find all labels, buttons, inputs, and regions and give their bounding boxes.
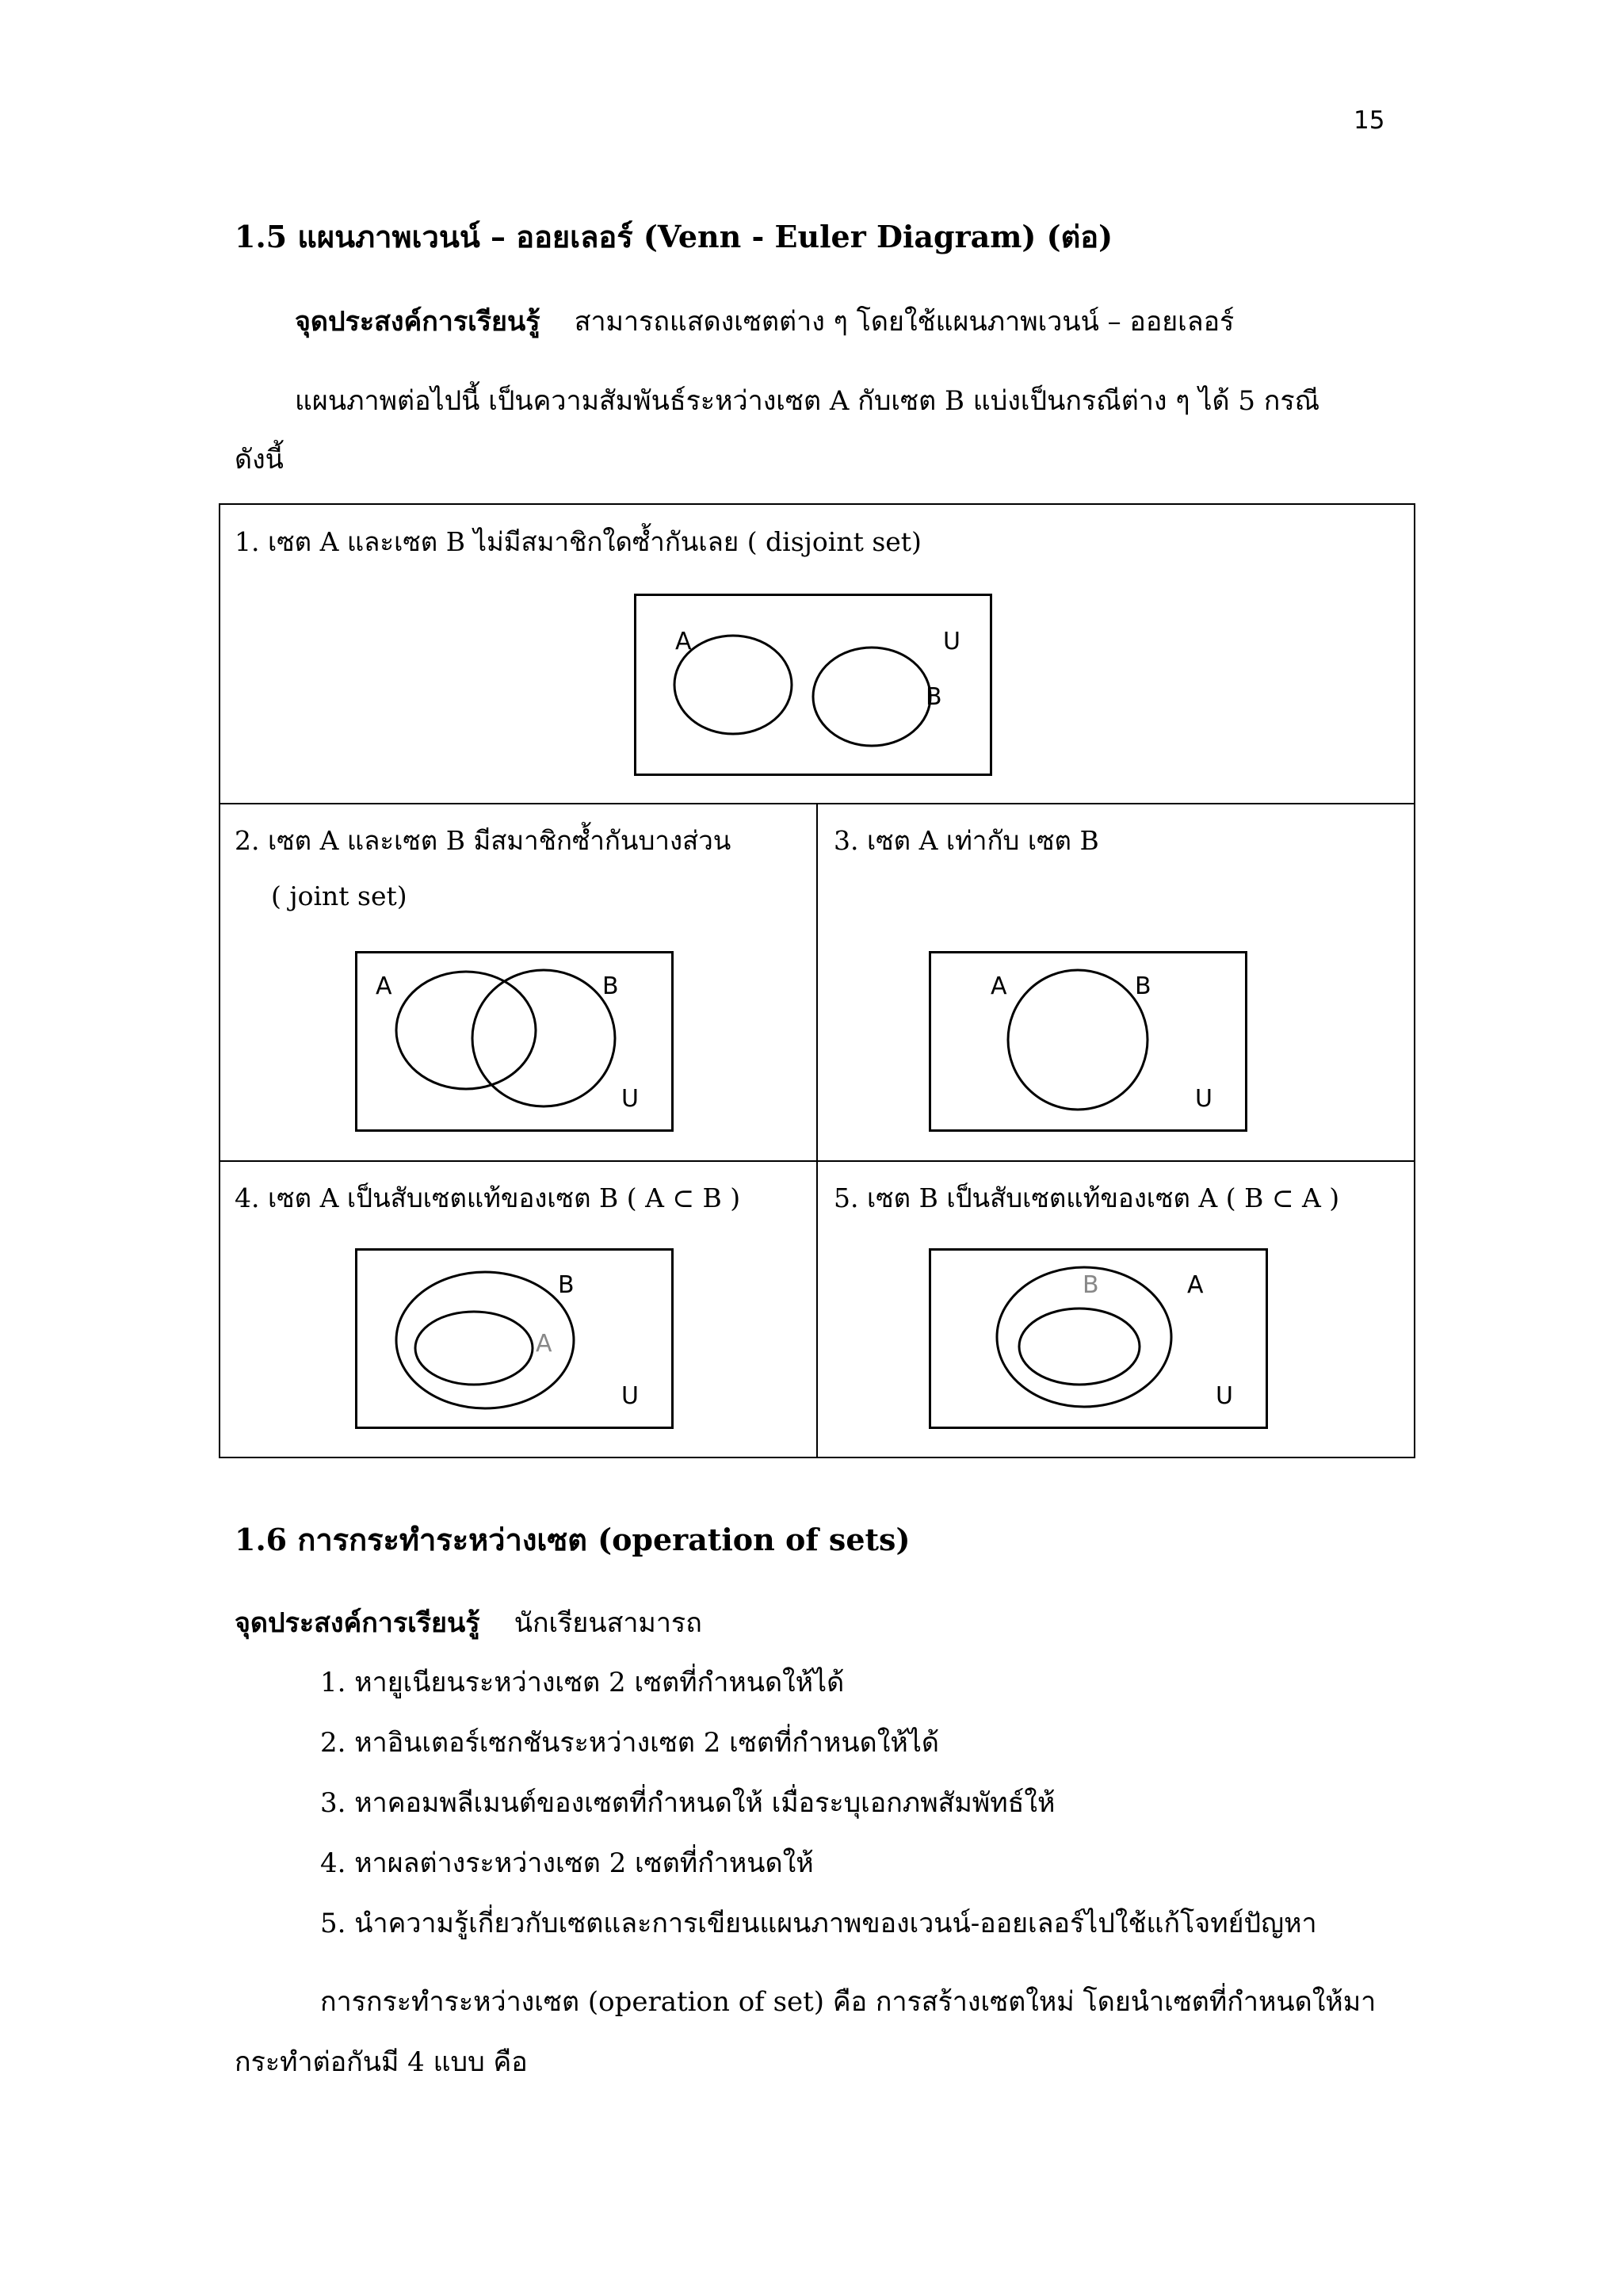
universe-label: U [621, 1085, 639, 1113]
set-b-label: B [1135, 972, 1151, 1000]
list-item: 1. หายูเนียนระหว่างเซต 2 เซตที่กำหนดให้ได้ [320, 1667, 845, 1698]
list-item: 4. หาผลต่างระหว่างเซต 2 เซตที่กำหนดให้ [320, 1847, 814, 1879]
objective-label: จุดประสงค์การเรียนรู้ [295, 306, 540, 338]
case-5-diagram [929, 1248, 1268, 1429]
set-b-label: B [926, 683, 942, 711]
objective-label: จุดประสงค์การเรียนรู้ [235, 1607, 480, 1639]
closing-line-1: การกระทำระหว่างเซต (operation of set) คือ การสร้างเซตใหม่ โดยนำเซตที่กำหนดให้มา [320, 1986, 1377, 2018]
list-item: 3. หาคอมพลีเมนต์ของเซตที่กำหนดให้ เมื่อระบุเอกภพสัมพัทธ์ให้ [320, 1787, 1056, 1819]
set-a-label: A [675, 628, 692, 655]
objectives-list [320, 1660, 1317, 1962]
case-1-label: 1. เซต A และเซต B ไม่มีสมาชิกใดซ้ำกันเลย ( disjoint set) [235, 526, 922, 557]
case-2-label-line2: ( joint set) [271, 881, 407, 911]
case-3-diagram [929, 951, 1247, 1132]
set-b-label: B [558, 1271, 575, 1299]
case-2-diagram [355, 951, 674, 1132]
universe-label: U [943, 628, 960, 655]
objective-text: สามารถแสดงเซตต่าง ๆ โดยใช้แผนภาพเวนน์ – ออยเลอร์ [574, 306, 1235, 338]
set-a-label: A [991, 972, 1007, 1000]
section-1-5-heading: 1.5 แผนภาพเวนน์ – ออยเลอร์ (Venn - Euler Diagram) (ต่อ) [235, 219, 1113, 254]
case-4-label: 4. เซต A เป็นสับเซตแท้ของเซต B ( A ⊂ B ) [235, 1182, 741, 1213]
case-5-label: 5. เซต B เป็นสับเซตแท้ของเซต A ( B ⊂ A ) [834, 1182, 1340, 1213]
intro-line-1: แผนภาพต่อไปนี้ เป็นความสัมพันธ์ระหว่างเซต A กับเซต B แบ่งเป็นกรณีต่าง ๆ ได้ 5 กรณี [295, 385, 1320, 417]
case-4-diagram [355, 1248, 674, 1429]
objective-1-5 [295, 300, 1234, 342]
table-divider [816, 803, 818, 1458]
case-1-diagram [634, 594, 992, 776]
set-a-label: A [536, 1330, 552, 1358]
set-a-label: A [1187, 1271, 1204, 1299]
list-item: 2. หาอินเตอร์เซกชันระหว่างเซต 2 เซตที่กำหนดให้ได้ [320, 1727, 939, 1759]
venn-cases-table [219, 503, 1415, 1458]
set-b-label: B [1083, 1271, 1099, 1299]
set-b-label: B [602, 972, 619, 1000]
objective-1-6 [235, 1601, 702, 1644]
universe-label: U [1195, 1085, 1212, 1113]
closing-line-2: กระทำต่อกันมี 4 แบบ คือ [235, 2046, 528, 2078]
objective-text: นักเรียนสามารถ [514, 1607, 702, 1639]
page-number: 15 [1354, 106, 1385, 135]
universe-label: U [621, 1382, 639, 1410]
case-3-label: 3. เซต A เท่ากับ เซต B [834, 825, 1099, 856]
intro-line-2: ดังนี้ [235, 444, 284, 476]
list-item: 5. นำความรู้เกี่ยวกับเซตและการเขียนแผนภาพของเวนน์-ออยเลอร์ไปใช้แก้โจทย์ปัญหา [320, 1908, 1317, 1939]
case-2-label: 2. เซต A และเซต B มีสมาชิกซ้ำกันบางส่วน [235, 825, 731, 856]
section-1-6-heading: 1.6 การกระทำระหว่างเซต (operation of sets) [235, 1522, 911, 1557]
set-a-label: A [376, 972, 392, 1000]
universe-label: U [1216, 1382, 1233, 1410]
